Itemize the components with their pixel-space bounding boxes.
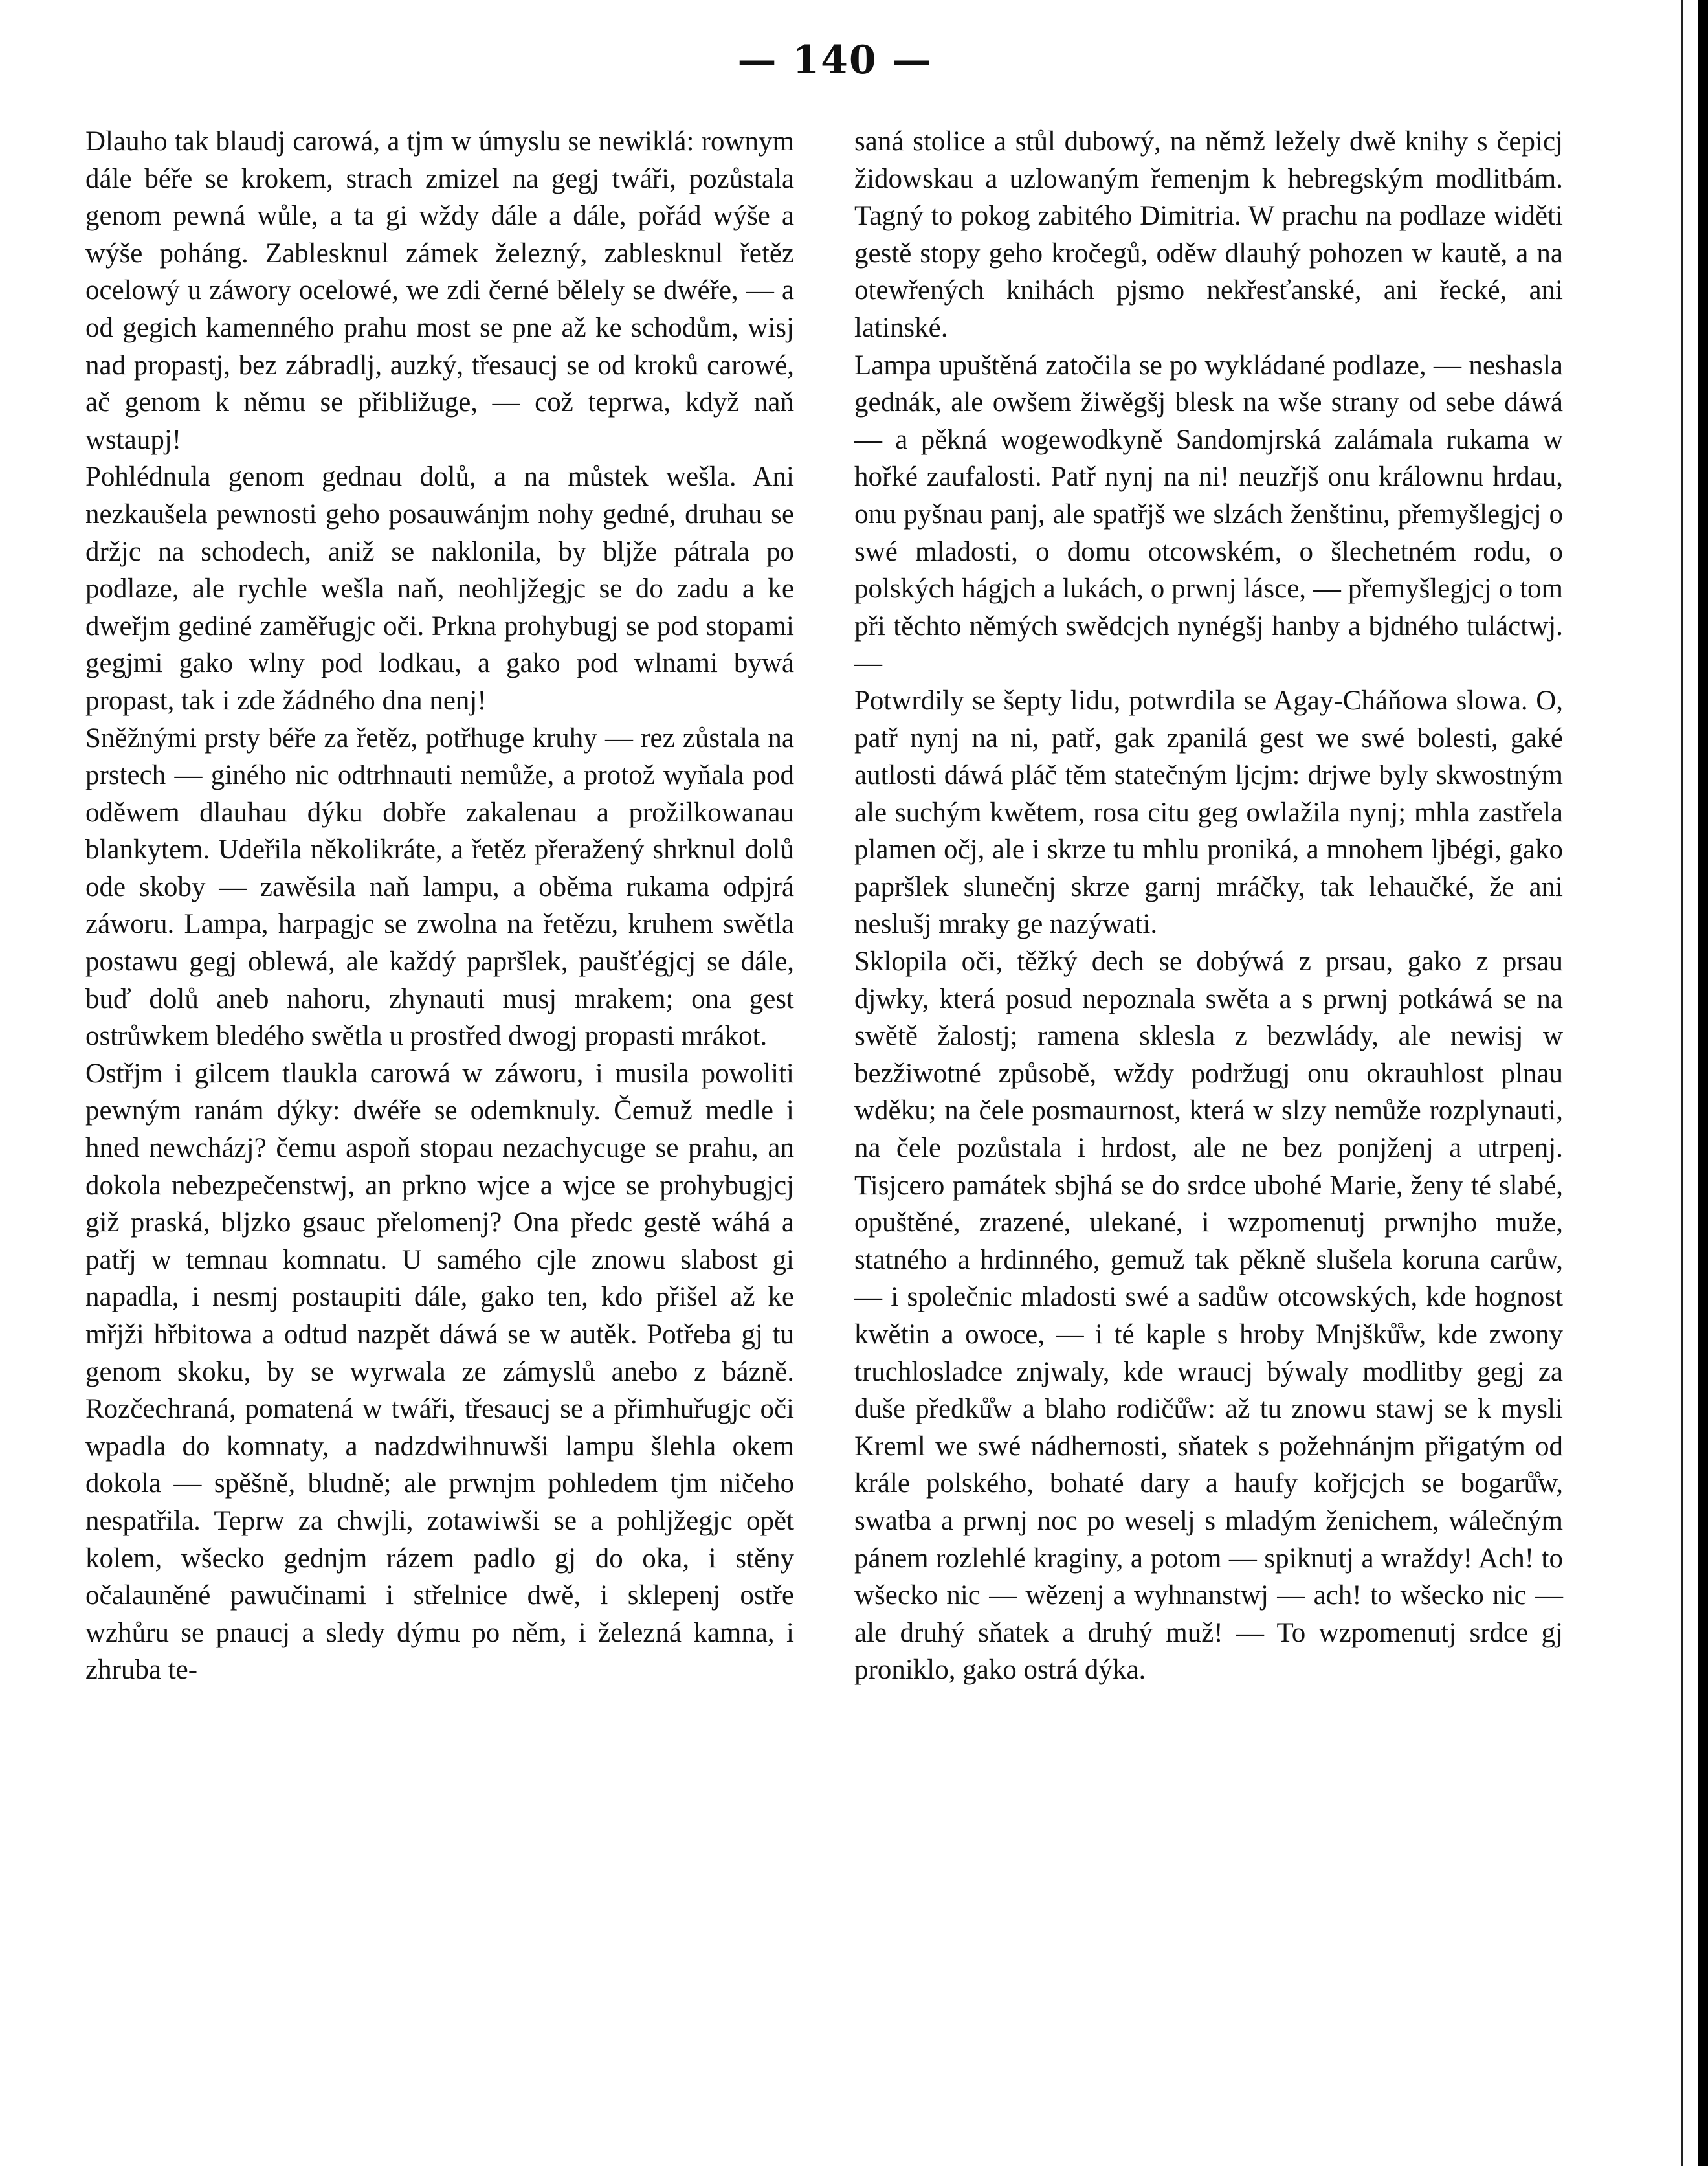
scan-edge-border <box>1698 0 1708 2166</box>
scan-edge-rule <box>1681 0 1683 2166</box>
paragraph: Sklopila oči, těžký dech se dobýwá z prsau, gako z prsau djwky, která posud nepoznala swěta a s prwnj potkáwá se na swětě žalostj; ramena sklesla z bezwlády, ale newisj w bezžiwotné způsobě, wždy podržugj onu okrauhlost plnau wděku; na čele posmaurnost, která w slzy nemůže rozplynauti, na čele pozůstala i hrdost, ale ne bez ponjženj a utrpenj. Tisjcero památek sbjhá se do srdce ubohé Marie, ženy té slabé, opuštěné, zrazené, ulekané, i wzpomenutj prwnjho muže, statného a hrdinného, gemuž tak pěkně slušela koruna carůw, — i společnic mladosti swé a sadůw otcowských, kde hognost kwětin a owoce, — i té kaple s hroby Mnjšků̊w, kde zwony truchlosladce znjwaly, kde wraucj býwaly modlitby gegj za duše předků̊w a blaho rodičů̊w: až tu znowu stawj se k mysli Kreml we swé nádhernosti, sňatek s požehnánjm přigatým od krále polského, bohaté dary a haufy kořjcjch se bogarů̊w, swatba a prwnj noc po weselj s mladým ženichem, wálečným pánem rozlehlé kraginy, a potom — spiknutj a wraždy! Ach! to wšecko nic — wězenj a wyhnanstwj — ach! to wšecko nic — ale druhý sňatek a druhý muž! — To wzpomenutj srdce gj proniklo, gako ostrá dýka. <box>854 946 1563 1686</box>
paragraph: Dlauho tak blaudj carowá, a tjm w úmyslu se newiklá: rownym dále béře se krokem, strach zmizel na gegj twáři, pozůstala genom pewná wůle, a ta gi wždy dále a dále, pořád wýše a wýše poháng. Zablesknul zámek železný, zablesknul řetěz ocelowý u záwory ocelowé, we zdi černé bělely se dwéře, — a od gegich kamenného prahu most se pne až ke schodům, wisj nad propastj, bez zábradlj, auzký, třesaucj se od kroků carowé, ač genom k němu se přibližuge, — což teprwa, když naň wstaupj! <box>85 126 794 455</box>
paragraph: Potwrdily se šepty lidu, potwrdila se Agay-Cháňowa slowa. O, patř nynj na ni, patř, gak zpanilá gest we swé bolesti, gaké autlosti dáwá pláč těm statečným ljcjm: drjwe byly skwostným ale suchým kwětem, rosa citu geg owlažila nynj; mhla zastřela plamen očj, ale i skrze tu mhlu proniká, a mnohem ljbégi, gako papršlek slunečnj skrze garnj mráčky, tak lehaučké, že ani neslušj mraky ge nazýwati. <box>854 685 1563 940</box>
paragraph: Lampa upuštěná zatočila se po wykládané podlaze, — neshasla gednák, ale owšem žiwěgšj blesk na wše strany od sebe dáwá — a pěkná wogewodkyně Sandomjrská zalámala rukama w hořké zaufalosti. Patř nynj na ni! neuzřjš onu králownu hrdau, onu pyšnau panj, ale spatřjš we slzách ženštinu, přemyšlegjcj o swé mladosti, o domu otcowském, o šlechetném rodu, o polských hágjch a lukách, o prwnj lásce, — přemyšlegjcj o tom při těchto němých swědcjch nynégšj hanby a bjdného tuláctwj. — <box>854 350 1563 679</box>
paragraph: saná stolice a stůl dubowý, na němž ležely dwě knihy s čepicj židowskau a uzlowaným řemenjm k hebregským modlitbám. Tagný to pokog zabitého Dimitria. W prachu na podlaze widěti gestě stopy geho kročegů, oděw dlauhý pohozen w kautě, a na otewřených knihách pjsmo nekřesťanské, ani řecké, ani latinské. <box>854 126 1563 343</box>
right-text-column <box>854 123 1563 1689</box>
paragraph: Pohlédnula genom gednau dolů, a na můstek wešla. Ani nezkaušela pewnosti geho posauwánjm nohy gedné, druhau se držjc na schodech, aniž se naklonila, by blјže pátrala po podlaze, ale rychle wešla naň, neohljžegjc se do zadu a ke dweřjm gediné zaměřugjc oči. Prkna prohybugj se pod stopami gegjmi gako wlny pod lodkau, a gako pod wlnami bywá propast, tak i zde žádného dna nenj! <box>85 462 794 716</box>
paragraph: Ostřjm i gilcem tlaukla carowá w záworu, i musila powoliti pewným ranám dýky: dwéře se odemknuly. Čemuž medle i hned newcházj? čemu aspoň stopau nezachycuge se prahu, an dokola nebezpečenstwj, an prkno wjce a wjce se prohybugjcj giž praská, bljzko gsauc přelomenj? Ona předc gestě wáhá a patřj w temnau komnatu. U samého cjle znowu slabost gi napadla, i nesmj postaupiti dále, gako ten, kdo přišel až ke mřjži hřbitowa a odtud nazpět dáwá se w autěk. Potřeba gj tu genom skoku, by se wyrwala ze zámyslů anebo z bázně. Rozčechraná, pomatená w twáři, třesaucj se a přimhuřugjc oči wpadla do komnaty, a nadzdwihnuwši lampu šlehla okem dokola — spěšně, bludně; ale prwnjm pohledem tjm ničeho nespatřila. Teprw za chwjli, zotawiwši se a pohljžegjc opět kolem, wšecko gednjm rázem padlo gj do oka, i stěny očalauněné pawučinami i střelnice dwě, i sklepenj ostře wzhůru se pnaucj a sledy dýmu po něm, i železná kamna, i zhruba te- <box>85 1058 794 1686</box>
page-number: — 140 — <box>737 38 933 83</box>
left-text-column <box>85 123 794 1689</box>
paragraph: Sněžnými prsty béře za řetěz, potřhuge kruhy — rez zůstala na prstech — giného nic odtrhnauti nemůže, a protož wyňala pod oděwem dlauhau dýku dobře zakalenau a prožilkowanau blankytem. Udeřila několikráte, a řetěz přeražený shrknul dolů ode skoby — zawěsila naň lampu, a oběma rukama odpjrá záworu. Lampa, harpagjc se zwolna na řetězu, kruhem swětla postawu gegj oblewá, ale každý papršlek, paušťégjcj se dále, buď dolů aneb nahoru, zhynauti musj mrakem; ona gest ostrůwkem bledého swětla u prostřed dwogj propasti mrákot. <box>85 722 794 1052</box>
